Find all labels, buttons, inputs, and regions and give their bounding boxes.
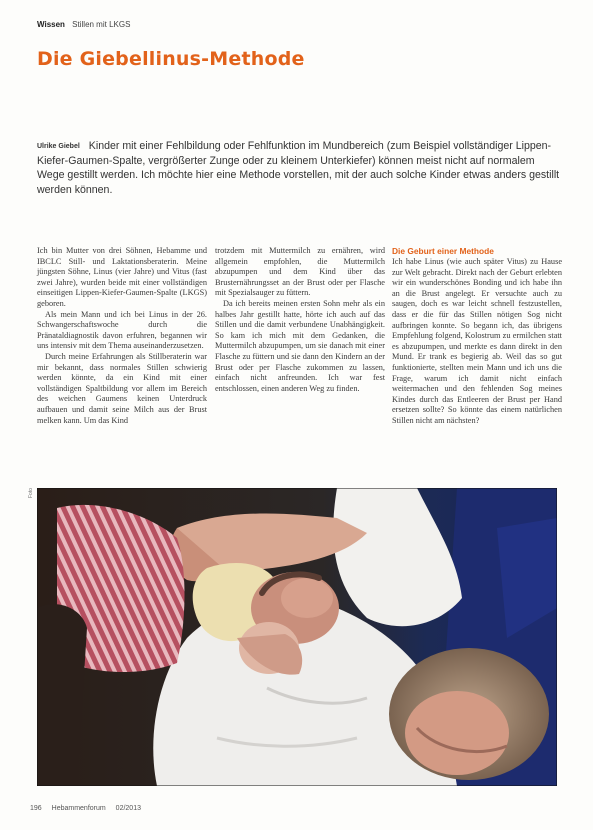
body-paragraph: Als mein Mann und ich bei Linus in der 26. Schwangerschaftswoche durch die Pränataldiagnostik davon erfuhren, begannen wir uns intensiv mit dem Thema auseinanderzusetzen. [37, 309, 207, 351]
body-paragraph: Ich habe Linus (wie auch später Vitus) zu Hause zur Welt gebracht. Direkt nach der Geburt erlebten wir ein wunderschönes Bonding und ich habe ihn an die Brust angelegt. Er versuchte auch zu saugen, doch es war leicht schnell festzustellen, dass er die für das Stillen nötigen Sog nicht aufbringen konnte. So begann ich, das übrigens Empfehlung folgend, Kolostrum zu ermilchen statt es abzupumpen, und merkte es dann direkt in den Mund. Er trank es begierig ab. Weil das so gut funktionierte, stellten mein Mann und ich uns die Frage, warum ich damit nicht einfach weitermachen und den fehlenden Sog meines Kindes durch das Entleeren der Brust per Hand ersetzen sollte? So könnte das einem natürlichen Stillen nicht am nächsten? [392, 257, 562, 425]
article-title: Die Giebellinus-Methode [37, 48, 305, 70]
body-paragraph: trotzdem mit Muttermilch zu ernähren, wird allgemein empfohlen, die Muttermilch abzupumpen und dem Kind über das Brusternährungsset an der Brust oder per Flasche mit Spezialsauger zu füttern. [215, 246, 385, 298]
body-paragraph: Da ich bereits meinen ersten Sohn mehr als ein halbes Jahr gestillt hatte, hörte ich auch auf das Stillen und die damit verbundene Unabhängigkeit. So kam ich mich mit dem Gedanken, die Muttermilch abzupumpen, um sie danach mit einer Flasche zu füttern und sie dann den Kindern an der Brust oder per Flasche zukommen zu lassen, einfach nicht anfreunden. Ich war fest entschlossen, einen anderen Weg zu finden. [215, 298, 385, 393]
issue-number: 02/2013 [115, 805, 141, 812]
magazine-name: Hebammenforum [51, 805, 106, 812]
article-lead [37, 139, 562, 197]
author-name: Ulrike Giebel [37, 143, 80, 150]
lead-paragraph [37, 139, 562, 197]
section-subhead: Die Geburt einer Methode [392, 246, 494, 256]
section-label: Wissen [37, 20, 65, 29]
body-paragraph: Durch meine Erfahrungen als Stillberaterin war mir bekannt, dass normales Stillen schwierig werden könnte, da ein Kind mit einer vollständigen Spaltbildung vor allem im Bereich des weichen Gaumens keinen Unterdruck aufbauen und damit seine Milch aus der Brust melken kann. Um das Kind [37, 351, 207, 425]
page-number: 196 [30, 805, 42, 812]
lead-text: Kinder mit einer Fehlbildung oder Fehlfunktion im Mundbereich (zum Beispiel vollständiger Lippen-Kiefer-Gaumen-Spalte, vergrößerter Zunge oder zu kleinem Unterkiefer) können meist nicht auf normalem Wege gestillt werden. Ich möchte hier eine Methode vorstellen, mit der auch solche Kinder etwas anders gestillt werden können. [37, 140, 560, 196]
page-header [37, 20, 130, 29]
text-column-1 [37, 246, 207, 426]
page-footer [30, 805, 149, 812]
text-column-3 [392, 246, 562, 427]
breastfeeding-photo-illustration [37, 488, 557, 786]
topic-label: Stillen mit LKGS [72, 20, 131, 29]
article-photo [37, 488, 557, 786]
text-column-2 [215, 246, 385, 394]
photo-credit: Foto [28, 488, 34, 499]
body-paragraph: Ich bin Mutter von drei Söhnen, Hebamme und IBCLC Still- und Laktationsberaterin. Meine jüngsten Söhne, Linus (vier Jahre) und Vitus (fast zwei Jahre), wurden beide mit einer vollständigen einseitigen Lippen-Kiefer-Gaumen-Spalte (LKGS) geboren. [37, 246, 207, 308]
